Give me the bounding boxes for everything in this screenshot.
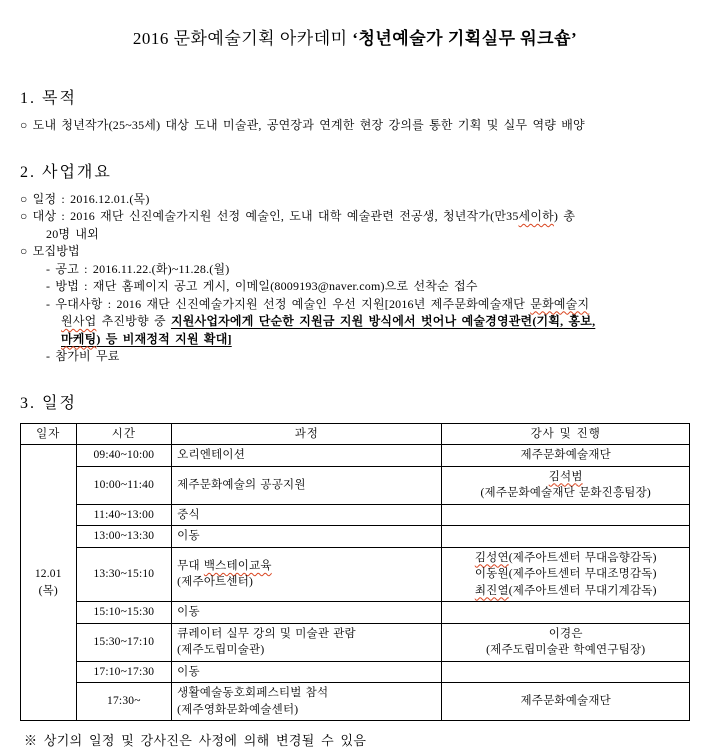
course-line <box>177 642 436 659</box>
column-header-course: 과정 <box>172 423 442 445</box>
table-row <box>21 623 690 661</box>
time-cell: 13:30~15:10 <box>76 547 172 602</box>
staff-cell <box>442 466 690 504</box>
text-segment: (제주아트센터 무대기계감독) <box>508 584 657 597</box>
text-segment: ○ 모집방법 <box>20 244 80 258</box>
text-line <box>46 278 690 296</box>
course-line <box>177 685 436 702</box>
column-header-staff: 강사 및 진행 <box>442 423 690 445</box>
table-row <box>21 683 690 721</box>
text-segment: 세이하 <box>518 209 554 223</box>
staff-line <box>447 626 684 643</box>
table-header-row <box>21 423 690 445</box>
text-segment: 문화예술지 <box>530 296 590 311</box>
course-line <box>177 447 436 464</box>
staff-cell <box>442 504 690 526</box>
text-segment: 이동 <box>177 530 200 542</box>
staff-line <box>447 469 684 486</box>
text-segment: 이경은 <box>548 627 583 640</box>
staff-line <box>447 485 684 502</box>
text-segment: ) 등 비재정적 지원 확대] <box>96 331 232 346</box>
text-segment: 최진열 <box>474 584 509 597</box>
text-segment: ○ 일정 : 2016.12.01.(목) <box>20 191 150 206</box>
staff-cell <box>442 683 690 721</box>
time-cell: 09:40~10:00 <box>76 445 172 467</box>
course-cell <box>172 466 442 504</box>
purpose-body <box>20 117 690 135</box>
staff-cell <box>442 445 690 467</box>
text-line <box>61 313 690 331</box>
column-header-date: 일자 <box>21 423 77 445</box>
text-segment: (제주아트센터 무대음향감독) <box>508 551 657 564</box>
date-cell <box>21 445 77 721</box>
staff-cell <box>442 547 690 602</box>
text-segment: 김성연 <box>474 551 509 564</box>
text-segment: (제주문화예술재단 문화진흥팀장) <box>480 487 651 499</box>
text-segment: 제주문화예술의 공공지원 <box>177 478 306 491</box>
course-cell <box>172 661 442 683</box>
text-segment: 백스테이교육 <box>203 559 272 572</box>
staff-line <box>447 550 684 567</box>
staff-line <box>447 447 684 464</box>
time-cell: 17:10~17:30 <box>76 661 172 683</box>
table-row <box>21 602 690 624</box>
time-cell: 15:30~17:10 <box>76 623 172 661</box>
table-row <box>21 445 690 467</box>
course-cell <box>172 526 442 548</box>
course-cell <box>172 683 442 721</box>
text-segment: 큐레이터 실무 강의 및 미술관 관람 <box>177 627 356 640</box>
course-line <box>177 626 436 643</box>
table-row <box>21 504 690 526</box>
text-segment: ○ 도내 청년작가(25~35세) 대상 도내 미술관, 공연장과 연계한 현장 강의를 통한 기획 및 실무 역량 배양 <box>20 118 585 132</box>
overview-body <box>20 191 690 366</box>
staff-line <box>447 583 684 600</box>
text-segment: (제주도립미술관 학예연구팀장) <box>486 644 646 656</box>
text-segment: ) 총 <box>553 209 576 223</box>
course-cell <box>172 445 442 467</box>
date-line: 12.01 <box>34 568 62 580</box>
column-header-time: 시간 <box>76 423 172 445</box>
text-line <box>20 191 690 209</box>
text-line <box>20 208 690 226</box>
text-segment: 추진방향 중 <box>96 314 171 328</box>
text-line <box>20 117 690 135</box>
text-line <box>46 348 690 366</box>
staff-line <box>447 566 684 583</box>
text-line <box>46 261 690 279</box>
section-heading-schedule: 3. 일정 <box>20 394 77 412</box>
text-segment: 김석범 <box>548 470 583 483</box>
text-segment: (제주영화문화예술센터) <box>177 703 299 716</box>
staff-line <box>447 642 684 659</box>
text-segment: - 우대사항 : 2016 재단 신진예술가지원 선정 예술인 우선 지원[2016년 제주문화예술재단 <box>46 296 531 311</box>
course-cell <box>172 623 442 661</box>
text-segment: ○ 대상 : 2016 재단 신진예술가지원 선정 예술인, 도내 대학 예술관련 전공생, 청년작가(만35 <box>20 209 519 223</box>
text-segment: 이동원(제주아트센터 무대조명감독) <box>474 568 657 580</box>
time-cell: 11:40~13:00 <box>76 504 172 526</box>
course-line <box>177 574 436 591</box>
document-title-prefix: 2016 문화예술기획 아카데미 <box>132 29 353 48</box>
course-line <box>177 558 436 575</box>
section-heading-purpose: 1. 목적 <box>20 90 77 107</box>
table-row <box>21 466 690 504</box>
text-segment: - 참가비 무료 <box>46 349 120 363</box>
text-segment: 오리엔테이션 <box>177 449 246 461</box>
text-segment: (제주아트센터) <box>177 576 254 589</box>
text-segment: 이동 <box>177 606 200 618</box>
date-line: (목) <box>38 584 58 597</box>
text-segment: 마케팅 <box>61 331 97 346</box>
time-cell: 17:30~ <box>76 683 172 721</box>
course-cell <box>172 547 442 602</box>
section-heading-overview: 2. 사업개요 <box>20 163 112 181</box>
text-line <box>46 226 690 244</box>
staff-line <box>447 693 684 710</box>
table-row <box>21 661 690 683</box>
time-cell: 13:00~13:30 <box>76 526 172 548</box>
text-segment: 20명 내외 <box>46 226 99 241</box>
text-line <box>20 243 690 261</box>
text-line <box>46 296 690 314</box>
text-line <box>61 331 690 349</box>
document-title-emphasis: ‘청년예술가 기획실무 워크숍’ <box>352 29 578 48</box>
text-segment: - 방법 : 재단 홈페이지 공고 게시, 이메일(8009193@naver.com)으로 선착순 접수 <box>46 279 478 293</box>
document-title <box>20 24 690 49</box>
staff-cell <box>442 623 690 661</box>
text-segment: 생활예술동호회페스티벌 참석 <box>177 687 329 699</box>
text-segment: 원사업 <box>61 314 97 328</box>
text-segment: 지원사업자에게 단순한 지원금 지원 방식에서 벗어나 예술경영관련(기획, 홍보, <box>170 314 596 328</box>
table-row <box>21 526 690 548</box>
text-segment: 무대 <box>177 559 204 572</box>
course-cell <box>172 504 442 526</box>
schedule-footnote: ※ 상기의 일정 및 강사진은 사정에 의해 변경될 수 있음 <box>24 733 367 748</box>
table-row <box>21 547 690 602</box>
text-segment: (제주도립미술관) <box>177 644 265 656</box>
text-segment: 중식 <box>177 508 200 521</box>
schedule-table-body <box>21 445 690 721</box>
course-line <box>177 507 436 524</box>
staff-cell <box>442 526 690 548</box>
text-segment: - 공고 : 2016.11.22.(화)~11.28.(월) <box>46 261 230 276</box>
time-cell: 10:00~11:40 <box>76 466 172 504</box>
course-line <box>177 702 436 719</box>
text-segment: 제주문화예술재단 <box>520 695 611 708</box>
staff-cell <box>442 602 690 624</box>
staff-cell <box>442 661 690 683</box>
time-cell: 15:10~15:30 <box>76 602 172 624</box>
text-segment: 제주문화예술재단 <box>520 449 611 461</box>
course-line <box>177 604 436 621</box>
course-cell <box>172 602 442 624</box>
schedule-table <box>20 423 690 722</box>
text-segment: 이동 <box>177 665 200 678</box>
course-line <box>177 664 436 681</box>
course-line <box>177 528 436 545</box>
course-line <box>177 477 436 494</box>
